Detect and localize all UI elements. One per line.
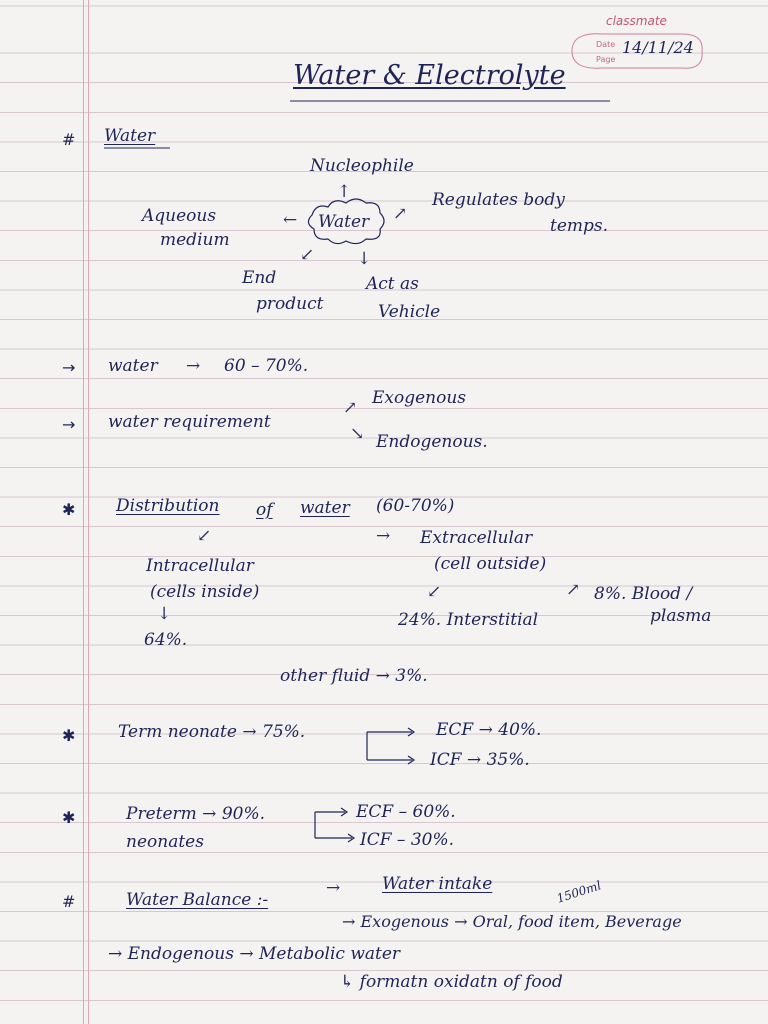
cell-outside-text: (cell outside): [434, 554, 547, 574]
balance-exogenous-text: → Exogenous → Oral, food item, Beverage: [342, 912, 682, 931]
term-ecf-text: ECF → 40%.: [436, 720, 542, 740]
hash-bullet: #: [62, 892, 76, 911]
section-heading-water: Water: [104, 126, 156, 146]
medium-text: medium: [160, 230, 230, 250]
page-label: Page: [596, 55, 616, 64]
water-center-text: Water: [318, 212, 370, 232]
arrow-left-icon: ←: [283, 210, 298, 230]
intra-pct-text: 64%.: [144, 630, 188, 650]
preterm-ecf-text: ECF – 60%.: [356, 802, 456, 822]
preterm-text: Preterm → 90%.: [126, 804, 266, 824]
brand-logo: classmate: [606, 14, 667, 28]
arrow-down-left-icon: ↙: [197, 526, 212, 546]
other-fluid-text: other fluid → 3%.: [280, 666, 428, 686]
distribution-heading: Distribution: [116, 496, 220, 516]
water-intake-text: Water intake: [382, 874, 493, 894]
requirement-label: water requirement: [108, 412, 271, 432]
water-label: water: [108, 356, 158, 376]
product-text: product: [256, 294, 324, 314]
temps-text: temps.: [550, 216, 609, 236]
hash-bullet: #: [62, 130, 76, 149]
distribution-range: (60-70%): [376, 496, 455, 516]
arrow-down-left-icon: ↙: [300, 245, 315, 265]
arrow-down-icon: ↓: [157, 604, 172, 624]
arrow-right-icon: →: [376, 526, 391, 546]
star-bullet: ✱: [62, 808, 76, 827]
distribution-water: water: [300, 498, 350, 518]
nucleophile-text: Nucleophile: [310, 156, 414, 176]
neonates-text: neonates: [126, 832, 204, 852]
arrow-up-right-icon: ↗: [343, 398, 358, 418]
endogenous-text: Endogenous.: [376, 432, 488, 452]
intracellular-text: Intracellular: [146, 556, 254, 576]
arrow-up-icon: ↑: [337, 182, 352, 202]
act-as-text: Act as: [366, 274, 419, 294]
date-label: Date: [596, 40, 616, 49]
page-title: Water & Electrolyte: [293, 60, 566, 91]
extracellular-text: Extracellular: [420, 528, 533, 548]
regulates-text: Regulates body: [432, 190, 565, 210]
water-balance-heading: Water Balance :-: [126, 890, 269, 910]
term-icf-text: ICF → 35%.: [430, 750, 530, 770]
exogenous-text: Exogenous: [372, 388, 467, 408]
star-bullet: ✱: [62, 500, 76, 519]
cells-inside-text: (cells inside): [150, 582, 260, 602]
arrow-right-icon: ↗: [566, 580, 581, 600]
arrow-right-icon: ↗: [393, 204, 408, 224]
date-value: 14/11/24: [622, 38, 694, 57]
star-bullet: ✱: [62, 726, 76, 745]
arrow-right-icon: →: [326, 878, 341, 898]
balance-endogenous-text: → Endogenous → Metabolic water: [108, 944, 401, 964]
vehicle-text: Vehicle: [378, 302, 441, 322]
water-pct-value: 60 – 70%.: [224, 356, 309, 376]
blood-text: 8%. Blood /: [594, 584, 693, 604]
dash-bullet: →: [62, 415, 76, 434]
arrow-down-icon: ↙: [427, 582, 442, 602]
formation-text: ↳ formatn oxidatn of food: [340, 972, 563, 992]
plasma-text: plasma: [650, 606, 712, 626]
interstitial-text: 24%. Interstitial: [398, 610, 539, 630]
arrow-down-right-icon: ↘: [350, 424, 365, 444]
arrow-down-icon: ↓: [357, 249, 372, 269]
arrow-right-icon: →: [186, 356, 201, 376]
aqueous-text: Aqueous: [142, 206, 217, 226]
term-neonate-text: Term neonate → 75%.: [118, 722, 306, 742]
distribution-of: of: [256, 500, 273, 520]
end-text: End: [242, 268, 277, 288]
preterm-icf-text: ICF – 30%.: [360, 830, 455, 850]
dash-bullet: →: [62, 358, 76, 377]
ml-text: 1500ml: [554, 878, 603, 906]
